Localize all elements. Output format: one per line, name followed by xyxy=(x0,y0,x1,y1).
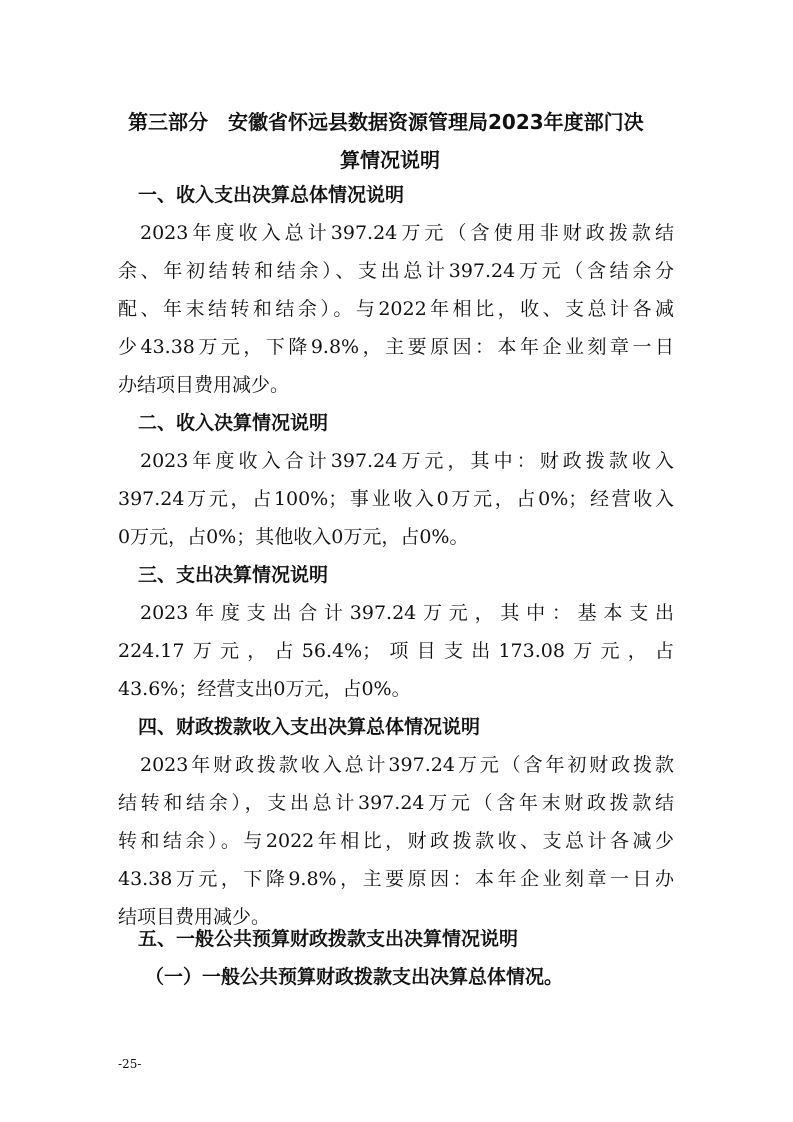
section-1-heading: 一、收入支出决算总体情况说明 xyxy=(138,184,405,206)
page-number: -25- xyxy=(118,1057,142,1071)
document-title-line-1: 第三部分 安徽省怀远县数据资源管理局2023年度部门决 xyxy=(128,110,644,134)
document-title-line-2: 算情况说明 xyxy=(340,148,440,172)
section-2-line-3: 0万元，占0%；其他收入0万元，占0%。 xyxy=(118,526,469,548)
section-4-heading: 四、财政拨款收入支出决算总体情况说明 xyxy=(138,716,481,738)
section-4-line-3: 转和结余）。与2022年相比，财政拨款收、支总计各减少 xyxy=(118,830,674,852)
section-5-subheading: （一）一般公共预算财政拨款支出决算总体情况。 xyxy=(145,966,564,988)
section-1-line-1: 2023年度收入总计397.24万元（含使用非财政拨款结 xyxy=(140,222,674,244)
section-2-heading: 二、收入决算情况说明 xyxy=(138,412,329,434)
section-3-line-1: 2023年度支出合计397.24万元，其中：基本支出 xyxy=(140,602,674,624)
section-1-line-5: 办结项目费用减少。 xyxy=(118,374,290,396)
section-1-line-2: 余、年初结转和结余）、支出总计397.24万元（含结余分 xyxy=(118,260,674,282)
section-3-line-3: 43.6%；经营支出0万元，占0%。 xyxy=(118,678,411,700)
section-3-heading: 三、支出决算情况说明 xyxy=(138,564,329,586)
section-2-line-2: 397.24万元，占100%；事业收入0万元，占0%；经营收入 xyxy=(118,488,674,510)
section-2-line-1: 2023年度收入合计397.24万元，其中：财政拨款收入 xyxy=(140,450,674,472)
section-5-heading: 五、一般公共预算财政拨款支出决算情况说明 xyxy=(138,928,519,950)
section-4-line-2: 结转和结余），支出总计397.24万元（含年末财政拨款结 xyxy=(118,792,674,814)
section-4-line-4: 43.38万元，下降9.8%，主要原因：本年企业刻章一日办 xyxy=(118,868,674,890)
section-1-line-4: 少43.38万元，下降9.8%，主要原因：本年企业刻章一日 xyxy=(118,336,674,358)
section-4-line-5: 结项目费用减少。 xyxy=(118,906,271,928)
section-3-line-2: 224.17万元，占56.4%；项目支出173.08万元，占 xyxy=(118,640,674,662)
section-4-line-1: 2023年财政拨款收入总计397.24万元（含年初财政拨款 xyxy=(140,754,674,776)
section-1-line-3: 配、年末结转和结余）。与2022年相比，收、支总计各减 xyxy=(118,298,674,320)
